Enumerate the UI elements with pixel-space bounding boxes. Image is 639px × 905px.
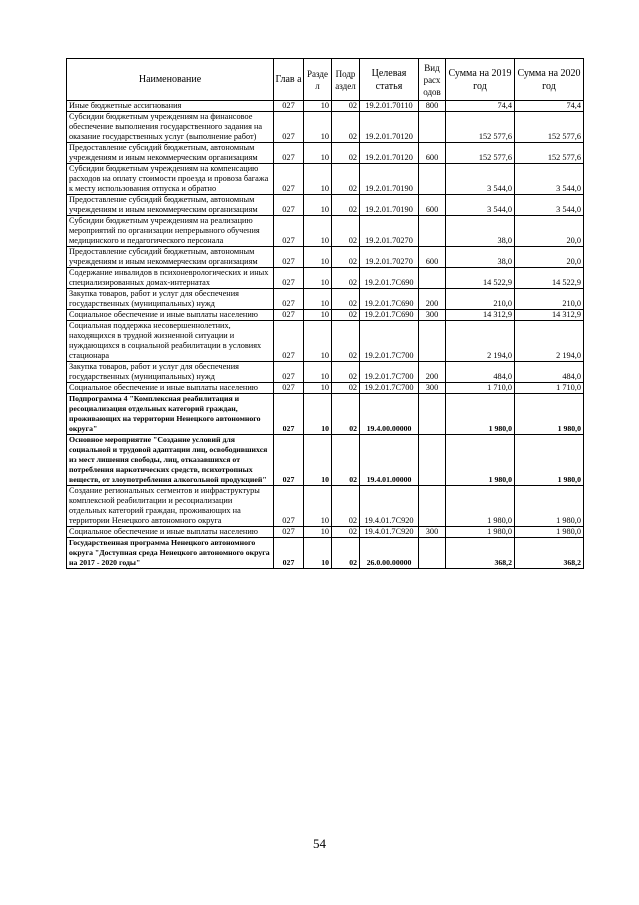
cell-glava: 027 — [274, 486, 304, 527]
cell-razdel: 10 — [304, 143, 332, 164]
cell-glava: 027 — [274, 247, 304, 268]
cell-podrazdel: 02 — [332, 164, 360, 195]
cell-s2019: 38,0 — [446, 216, 515, 247]
cell-razdel: 10 — [304, 112, 332, 143]
cell-glava: 027 — [274, 321, 304, 362]
header-sum-2020: Сумма на 2020 год — [515, 59, 584, 101]
cell-s2020: 152 577,6 — [515, 143, 584, 164]
header-target: Целевая статья — [360, 59, 419, 101]
cell-target: 26.0.00.00000 — [360, 538, 419, 569]
cell-vid — [419, 538, 446, 569]
cell-target: 19.2.01.7С700 — [360, 383, 419, 394]
cell-razdel: 10 — [304, 216, 332, 247]
cell-glava: 027 — [274, 289, 304, 310]
cell-s2019: 152 577,6 — [446, 143, 515, 164]
cell-s2019: 3 544,0 — [446, 164, 515, 195]
cell-name: Государственная программа Ненецкого автономного округа "Доступная среда Ненецкого автономного округа на 2017 - 2020 годы" — [67, 538, 274, 569]
cell-glava: 027 — [274, 527, 304, 538]
cell-s2019: 484,0 — [446, 362, 515, 383]
budget-table-sheet — [66, 58, 583, 569]
cell-s2020: 1 710,0 — [515, 383, 584, 394]
cell-s2020: 3 544,0 — [515, 195, 584, 216]
cell-s2019: 210,0 — [446, 289, 515, 310]
cell-s2020: 3 544,0 — [515, 164, 584, 195]
header-sum-2019: Сумма на 2019 год — [446, 59, 515, 101]
table-body — [67, 101, 584, 569]
cell-s2020: 1 980,0 — [515, 527, 584, 538]
table-row — [67, 321, 584, 362]
cell-s2020: 20,0 — [515, 216, 584, 247]
cell-vid: 300 — [419, 527, 446, 538]
cell-name: Субсидии бюджетным учреждениям на реализацию мероприятий по организации непрерывного обучения медицинского и педагогического персонала — [67, 216, 274, 247]
cell-podrazdel: 02 — [332, 112, 360, 143]
header-podrazdel: Подр аздел — [332, 59, 360, 101]
cell-s2020: 20,0 — [515, 247, 584, 268]
cell-name: Закупка товаров, работ и услуг для обеспечения государственных (муниципальных) нужд — [67, 289, 274, 310]
table-row — [67, 289, 584, 310]
table-row — [67, 394, 584, 435]
cell-name: Подпрограмма 4 "Комплексная реабилитация и ресоциализация отдельных категорий граждан, проживающих на территории Ненецкого автономного округа" — [67, 394, 274, 435]
cell-s2019: 1 980,0 — [446, 527, 515, 538]
cell-name: Социальное обеспечение и иные выплаты населению — [67, 383, 274, 394]
table-row — [67, 164, 584, 195]
header-razdel: Разде л — [304, 59, 332, 101]
cell-name: Субсидии бюджетным учреждениям на финансовое обеспечение выполнения государственного задания на оказание государственных услуг (выполнение работ) — [67, 112, 274, 143]
table-row — [67, 247, 584, 268]
cell-podrazdel: 02 — [332, 435, 360, 486]
table-row — [67, 101, 584, 112]
cell-podrazdel: 02 — [332, 394, 360, 435]
header-name: Наименование — [67, 59, 274, 101]
cell-razdel: 10 — [304, 164, 332, 195]
table-row — [67, 527, 584, 538]
header-glava: Глав а — [274, 59, 304, 101]
cell-s2019: 1 980,0 — [446, 435, 515, 486]
cell-s2020: 1 980,0 — [515, 486, 584, 527]
table-row — [67, 383, 584, 394]
cell-razdel: 10 — [304, 394, 332, 435]
cell-glava: 027 — [274, 383, 304, 394]
table-row — [67, 143, 584, 164]
cell-vid — [419, 164, 446, 195]
table-row — [67, 195, 584, 216]
cell-s2019: 38,0 — [446, 247, 515, 268]
cell-target: 19.2.01.7С700 — [360, 362, 419, 383]
cell-vid — [419, 321, 446, 362]
cell-vid: 300 — [419, 310, 446, 321]
cell-vid — [419, 268, 446, 289]
cell-target: 19.4.01.00000 — [360, 435, 419, 486]
cell-razdel: 10 — [304, 538, 332, 569]
cell-s2019: 368,2 — [446, 538, 515, 569]
cell-target: 19.2.01.70110 — [360, 101, 419, 112]
cell-podrazdel: 02 — [332, 538, 360, 569]
cell-glava: 027 — [274, 195, 304, 216]
cell-target: 19.2.01.70120 — [360, 112, 419, 143]
cell-podrazdel: 02 — [332, 321, 360, 362]
table-row — [67, 486, 584, 527]
cell-glava: 027 — [274, 268, 304, 289]
cell-glava: 027 — [274, 310, 304, 321]
cell-s2020: 1 980,0 — [515, 394, 584, 435]
cell-target: 19.2.01.70270 — [360, 247, 419, 268]
budget-table — [66, 58, 584, 569]
cell-podrazdel: 02 — [332, 486, 360, 527]
cell-glava: 027 — [274, 435, 304, 486]
cell-s2019: 1 980,0 — [446, 486, 515, 527]
cell-name: Предоставление субсидий бюджетным, автономным учреждениям и иным некоммерческим организациям — [67, 247, 274, 268]
cell-podrazdel: 02 — [332, 247, 360, 268]
cell-vid: 300 — [419, 383, 446, 394]
cell-name: Субсидии бюджетным учреждениям на компенсацию расходов на оплату стоимости проезда и провоза багажа к месту использования отпуска и обратно — [67, 164, 274, 195]
cell-podrazdel: 02 — [332, 195, 360, 216]
cell-s2020: 1 980,0 — [515, 435, 584, 486]
cell-razdel: 10 — [304, 321, 332, 362]
cell-s2019: 14 312,9 — [446, 310, 515, 321]
cell-razdel: 10 — [304, 362, 332, 383]
cell-target: 19.4.01.7С920 — [360, 527, 419, 538]
cell-name: Социальная поддержка несовершеннолетних, находящихся в трудной жизненной ситуации и нуждающихся в социальной реабилитации в условиях стационара — [67, 321, 274, 362]
cell-name: Социальное обеспечение и иные выплаты населению — [67, 527, 274, 538]
cell-razdel: 10 — [304, 486, 332, 527]
cell-target: 19.2.01.7С690 — [360, 289, 419, 310]
cell-vid: 200 — [419, 362, 446, 383]
cell-name: Предоставление субсидий бюджетным, автономным учреждениям и иным некоммерческим организациям — [67, 143, 274, 164]
cell-razdel: 10 — [304, 310, 332, 321]
cell-s2020: 484,0 — [515, 362, 584, 383]
cell-podrazdel: 02 — [332, 101, 360, 112]
cell-target: 19.2.01.70190 — [360, 195, 419, 216]
cell-vid — [419, 394, 446, 435]
cell-target: 19.4.01.7С920 — [360, 486, 419, 527]
cell-glava: 027 — [274, 164, 304, 195]
cell-s2019: 1 980,0 — [446, 394, 515, 435]
cell-vid: 800 — [419, 101, 446, 112]
cell-name: Создание региональных сегментов и инфраструктуры комплексной реабилитации и ресоциализации отдельных категорий граждан, проживающих на территории Ненецкого автономного округа — [67, 486, 274, 527]
table-row — [67, 310, 584, 321]
cell-vid — [419, 486, 446, 527]
cell-podrazdel: 02 — [332, 143, 360, 164]
cell-glava: 027 — [274, 112, 304, 143]
cell-vid: 600 — [419, 143, 446, 164]
cell-name: Социальное обеспечение и иные выплаты населению — [67, 310, 274, 321]
cell-vid: 600 — [419, 195, 446, 216]
cell-target: 19.2.01.7С700 — [360, 321, 419, 362]
table-row — [67, 538, 584, 569]
cell-s2019: 3 544,0 — [446, 195, 515, 216]
cell-glava: 027 — [274, 216, 304, 247]
cell-glava: 027 — [274, 538, 304, 569]
cell-s2020: 368,2 — [515, 538, 584, 569]
cell-target: 19.2.01.7С690 — [360, 268, 419, 289]
cell-vid — [419, 112, 446, 143]
cell-s2019: 14 522,9 — [446, 268, 515, 289]
cell-glava: 027 — [274, 394, 304, 435]
cell-vid — [419, 435, 446, 486]
cell-razdel: 10 — [304, 247, 332, 268]
cell-podrazdel: 02 — [332, 527, 360, 538]
cell-glava: 027 — [274, 362, 304, 383]
cell-s2019: 152 577,6 — [446, 112, 515, 143]
table-row — [67, 268, 584, 289]
cell-razdel: 10 — [304, 435, 332, 486]
cell-vid: 200 — [419, 289, 446, 310]
cell-razdel: 10 — [304, 268, 332, 289]
table-row — [67, 435, 584, 486]
table-row — [67, 216, 584, 247]
cell-podrazdel: 02 — [332, 383, 360, 394]
cell-razdel: 10 — [304, 527, 332, 538]
cell-razdel: 10 — [304, 101, 332, 112]
cell-s2020: 14 522,9 — [515, 268, 584, 289]
cell-s2019: 1 710,0 — [446, 383, 515, 394]
table-header-row — [67, 59, 584, 101]
cell-name: Предоставление субсидий бюджетным, автономным учреждениям и иным некоммерческим организациям — [67, 195, 274, 216]
cell-target: 19.2.01.7С690 — [360, 310, 419, 321]
cell-name: Содержание инвалидов в психоневрологических и иных специализированных домах-интернатах — [67, 268, 274, 289]
page-number: 54 — [313, 836, 326, 851]
table-row — [67, 362, 584, 383]
cell-s2020: 74,4 — [515, 101, 584, 112]
cell-s2020: 152 577,6 — [515, 112, 584, 143]
cell-name: Основное мероприятие "Создание условий для социальной и трудовой адаптации лиц, освободившихся из мест лишения свободы, лиц, отказавшихся от потребления наркотических средств, психотропных веществ, от злоупотребления алкогольной продукцией" — [67, 435, 274, 486]
cell-target: 19.2.01.70190 — [360, 164, 419, 195]
cell-razdel: 10 — [304, 383, 332, 394]
cell-s2019: 2 194,0 — [446, 321, 515, 362]
header-vid: Вид расх одов — [419, 59, 446, 101]
cell-s2020: 210,0 — [515, 289, 584, 310]
cell-razdel: 10 — [304, 195, 332, 216]
cell-s2020: 14 312,9 — [515, 310, 584, 321]
cell-podrazdel: 02 — [332, 216, 360, 247]
cell-s2019: 74,4 — [446, 101, 515, 112]
cell-podrazdel: 02 — [332, 310, 360, 321]
cell-podrazdel: 02 — [332, 289, 360, 310]
cell-razdel: 10 — [304, 289, 332, 310]
cell-target: 19.4.00.00000 — [360, 394, 419, 435]
cell-target: 19.2.01.70120 — [360, 143, 419, 164]
cell-target: 19.2.01.70270 — [360, 216, 419, 247]
cell-name: Иные бюджетные ассигнования — [67, 101, 274, 112]
cell-podrazdel: 02 — [332, 362, 360, 383]
cell-vid: 600 — [419, 247, 446, 268]
cell-glava: 027 — [274, 143, 304, 164]
cell-s2020: 2 194,0 — [515, 321, 584, 362]
table-row — [67, 112, 584, 143]
cell-glava: 027 — [274, 101, 304, 112]
cell-name: Закупка товаров, работ и услуг для обеспечения государственных (муниципальных) нужд — [67, 362, 274, 383]
cell-vid — [419, 216, 446, 247]
cell-podrazdel: 02 — [332, 268, 360, 289]
